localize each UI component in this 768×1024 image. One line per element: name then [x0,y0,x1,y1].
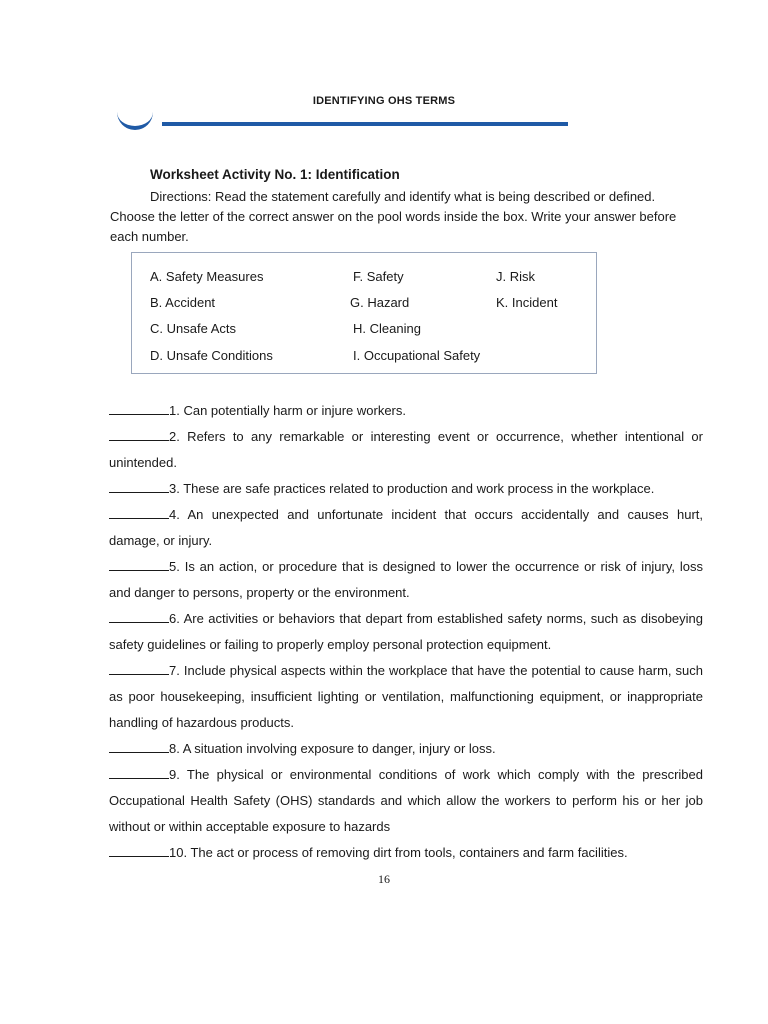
answer-blank[interactable] [109,426,169,441]
word-option: I. Occupational Safety [353,348,481,363]
page-number: 16 [378,872,390,886]
word-option: B. Accident [150,295,216,310]
answer-blank[interactable] [109,738,169,753]
answer-blank[interactable] [109,764,169,779]
answer-blank[interactable] [109,608,169,623]
activity-title: Worksheet Activity No. 1: Identification [150,167,400,182]
question-item: 10. The act or process of removing dirt from tools, containers and farm facilities. [109,840,703,866]
word-option: K. Incident [496,295,558,310]
question-item: 3. These are safe practices related to production and work process in the workplace. [109,476,703,502]
page-title: IDENTIFYING OHS TERMS [312,95,456,107]
answer-blank[interactable] [109,478,169,493]
word-option: D. Unsafe Conditions [150,348,273,363]
answer-blank[interactable] [109,842,169,857]
word-option: J. Risk [496,269,535,284]
question-item: 4. An unexpected and unfortunate incident that occurs accidentally and causes hurt, damage, or injury. [109,502,703,554]
question-item: 7. Include physical aspects within the workplace that have the potential to cause harm, such as poor housekeeping, insufficient lighting or ventilation, malfunctioning equipment, or inappropriate handling of hazardous products. [109,658,703,736]
word-option: A. Safety Measures [150,269,264,284]
answer-blank[interactable] [109,556,169,571]
question-item: 8. A situation involving exposure to danger, injury or loss. [109,736,703,762]
question-item: 5. Is an action, or procedure that is designed to lower the occurrence or risk of injury, loss and danger to persons, property or the environment. [109,554,703,606]
answer-blank[interactable] [109,400,169,415]
answer-blank[interactable] [109,660,169,675]
directions-text: Directions: Read the statement carefully and identify what is being described or defined. Choose the letter of the correct answer on the pool words inside the box. Write your answer before each number. [110,189,677,244]
question-item: 2. Refers to any remarkable or interesting event or occurrence, whether intentional or unintended. [109,424,703,476]
word-option: G. Hazard [350,295,410,310]
question-item: 1. Can potentially harm or injure workers. [109,398,703,424]
answer-blank[interactable] [109,504,169,519]
question-item: 9. The physical or environmental conditions of work which comply with the prescribed Occupational Health Safety (OHS) standards and which allow the workers to perform his or her job without or within acceptable exposure to hazards [109,762,703,840]
question-list [109,398,703,866]
word-option: C. Unsafe Acts [150,321,236,336]
header-decoration-arc [117,104,153,130]
question-item: 6. Are activities or behaviors that depart from established safety norms, such as disobeying safety guidelines or failing to properly employ personal protection equipment. [109,606,703,658]
word-pool-box [131,252,597,374]
header-rule [162,122,568,126]
word-option: F. Safety [353,269,404,284]
word-option: H. Cleaning [353,321,421,336]
